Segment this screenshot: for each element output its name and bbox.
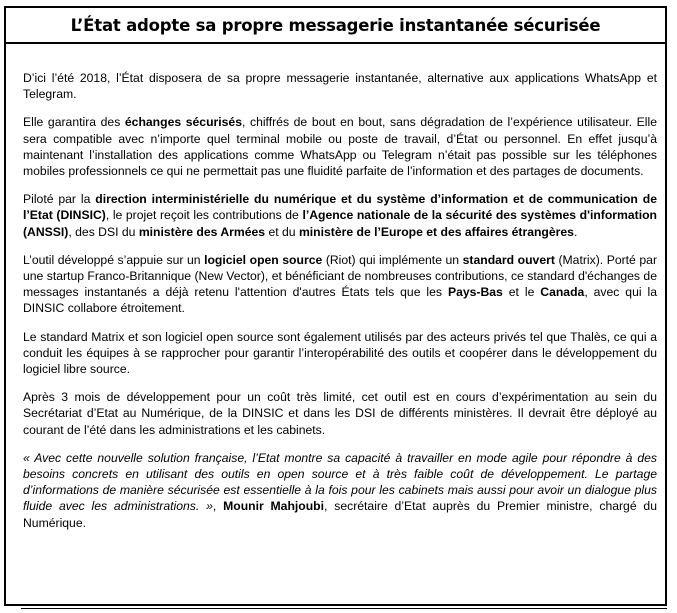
- paragraph-security: [23, 114, 657, 179]
- bold-run: standard ouvert: [462, 252, 555, 267]
- bold-run: ministère des Armées: [138, 224, 266, 239]
- paragraph-deployment: Après 3 mois de développement pour un coût très limité, cet outil est en cours d’expérimentation au sein du Secrétariat d’Etat au Numérique, de la DINSIC et dans les DSI de différents ministères. Il devrait être déployé au courant de l’été dans les administrations et les cabinets.: [23, 390, 657, 437]
- text-run: L’outil développé s’appuie sur un: [23, 252, 205, 267]
- bold-run: Pays-Bas: [447, 285, 503, 300]
- bold-run: direction interministérielle du numérique et du système d’information et de communication de l’Etat (DINSIC): [23, 192, 657, 223]
- text-run: Elle garantira des: [23, 115, 125, 130]
- paragraph-open-source: [23, 252, 657, 317]
- text-run: , chiffrés de bout en bout, sans dégradation de l’expérience utilisateur. Elle sera compatible avec n’importe quel terminal mobile ou poste de travail, d’État ou personnel. En effet jusqu’à maintenant l’installation des applications comme WhatsApp ou Telegram n’était pas possible sur les téléphones mobiles professionnels ce qui ne permettait pas une fluidité parfaite de l’information et des partages de documents.: [23, 115, 657, 179]
- bold-run: l’Agence nationale de la sécurité des systèmes d'information (ANSSI): [23, 208, 657, 239]
- bold-run: ministère de l’Europe et des affaires étrangères: [298, 224, 574, 239]
- quote-author: Mounir Mahjoubi: [223, 499, 325, 514]
- text-run: et le: [502, 285, 541, 300]
- paragraph-matrix: Le standard Matrix et son logiciel open source sont également utilisés par des acteurs privés tel que Thalès, ce qui a conduit les équipes à se rapprocher pour garantir l’interopérabilité des outils et coopérer dans le développement du logiciel libre source.: [23, 329, 657, 377]
- article-body: [4, 44, 667, 606]
- text-run: Piloté par la: [23, 192, 96, 207]
- title-box: [4, 6, 667, 44]
- text-run: , des DSI du: [68, 224, 139, 239]
- text-run: (Riot) qui implémente un: [322, 252, 463, 267]
- article-title: L’État adopte sa propre messagerie instantanée sécurisée: [70, 15, 601, 35]
- text-run: ,: [212, 499, 224, 514]
- bottom-divider: [21, 608, 667, 609]
- text-run: , avec qui la DINSIC collabore étroitement.: [23, 285, 657, 316]
- quote-text: « Avec cette nouvelle solution française, l’Etat montre sa capacité à travailler en mode agile pour répondre à des besoins concrets en utilisant des outils en open source et à très faible coût de développement. Le partage d’informations de manière sécurisée est essentielle à la fois pour les cabinets mais aussi pour avoir un dialogue plus fluide avec les administrations. »: [23, 450, 657, 514]
- text-run: (Matrix). Porté par une startup Franco-Britannique (New Vector), et bénéficiant de nombreuses contributions, ce standard d'échanges de messages instantanés a déjà retenu l'attention d'autres États tels que les: [23, 252, 658, 300]
- bold-run: logiciel open source: [204, 252, 323, 267]
- paragraph-quote: [23, 450, 657, 531]
- text-run: , secrétaire d’Etat auprès du Premier ministre, chargé du Numérique.: [23, 499, 657, 530]
- text-run: , le projet reçoit les contributions de: [105, 208, 303, 223]
- bold-run: Canada: [540, 285, 585, 300]
- paragraph-governance: [23, 191, 657, 240]
- paragraph-intro: D’ici l’été 2018, l’État disposera de sa propre messagerie instantanée, alternative aux applications WhatsApp et Telegram.: [23, 71, 657, 102]
- text-run: et du: [265, 224, 299, 239]
- text-run: .: [573, 224, 578, 239]
- bold-run: échanges sécurisés: [124, 115, 242, 130]
